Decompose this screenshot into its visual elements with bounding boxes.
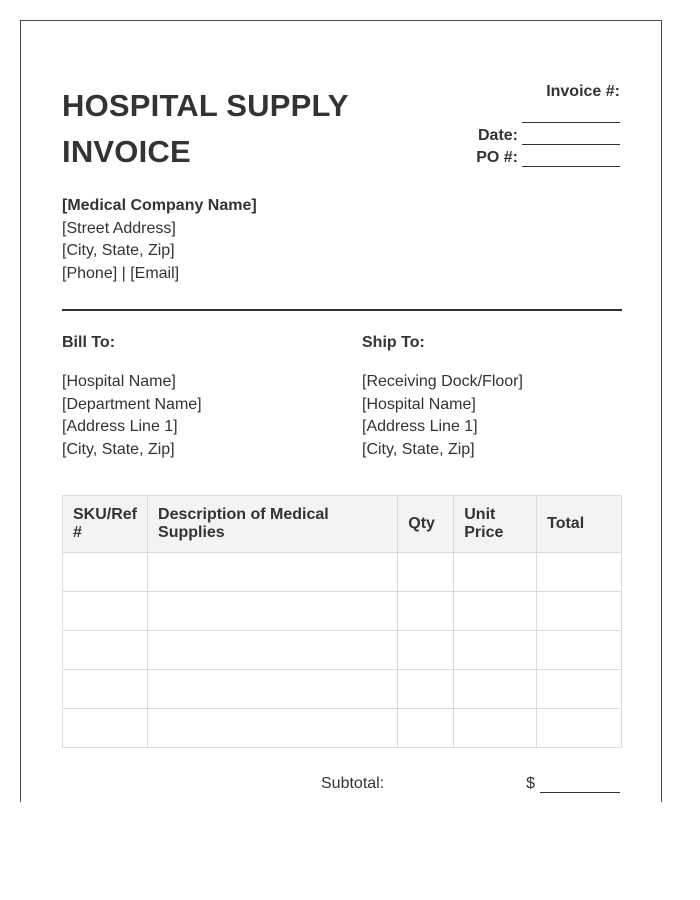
invoice-title bbox=[62, 83, 392, 175]
cell-description[interactable] bbox=[148, 592, 398, 631]
company-block bbox=[62, 195, 257, 285]
invoice-meta bbox=[380, 79, 620, 167]
cell-sku[interactable] bbox=[63, 709, 148, 748]
subtotal-field[interactable] bbox=[540, 777, 620, 793]
company-street: [Street Address] bbox=[62, 219, 176, 237]
po-row bbox=[380, 145, 620, 167]
column-header-unit-price: Unit Price bbox=[454, 496, 537, 553]
table-row bbox=[63, 592, 622, 631]
cell-unit-price[interactable] bbox=[454, 592, 537, 631]
invoice-sheet bbox=[20, 20, 662, 802]
cell-total[interactable] bbox=[537, 631, 622, 670]
cell-total[interactable] bbox=[537, 709, 622, 748]
cell-unit-price[interactable] bbox=[454, 631, 537, 670]
cell-qty[interactable] bbox=[398, 709, 454, 748]
ship-to-block bbox=[362, 334, 632, 461]
invoice-number-field[interactable] bbox=[522, 107, 620, 123]
cell-sku[interactable] bbox=[63, 631, 148, 670]
column-header-sku: SKU/Ref # bbox=[63, 496, 148, 553]
subtotal-label: Subtotal: bbox=[321, 775, 385, 792]
column-header-description: Description of Medical Supplies bbox=[148, 496, 398, 553]
cell-description[interactable] bbox=[148, 709, 398, 748]
cell-total[interactable] bbox=[537, 670, 622, 709]
ship-to-line: [City, State, Zip] bbox=[362, 440, 475, 458]
cell-unit-price[interactable] bbox=[454, 670, 537, 709]
currency-symbol: $ bbox=[526, 775, 535, 792]
cell-qty[interactable] bbox=[398, 553, 454, 592]
bill-to-heading: Bill To: bbox=[62, 334, 116, 351]
po-field[interactable] bbox=[522, 151, 620, 167]
ship-to-heading: Ship To: bbox=[362, 334, 425, 351]
bill-to-line: [City, State, Zip] bbox=[62, 440, 175, 458]
cell-sku[interactable] bbox=[63, 670, 148, 709]
title-line-2: INVOICE bbox=[62, 134, 191, 169]
bill-to-line: [Hospital Name] bbox=[62, 373, 176, 390]
ship-to-line: [Receiving Dock/Floor] bbox=[362, 373, 523, 390]
cell-description[interactable] bbox=[148, 631, 398, 670]
cell-sku[interactable] bbox=[63, 592, 148, 631]
cell-unit-price[interactable] bbox=[454, 553, 537, 592]
company-name: [Medical Company Name] bbox=[62, 197, 257, 214]
column-header-qty: Qty bbox=[398, 496, 454, 553]
ship-to-line: [Hospital Name] bbox=[362, 395, 476, 413]
date-field[interactable] bbox=[522, 129, 620, 145]
cell-description[interactable] bbox=[148, 553, 398, 592]
line-items-table bbox=[62, 495, 622, 748]
bill-to-block bbox=[62, 334, 332, 461]
invoice-number-label: Invoice #: bbox=[546, 83, 620, 100]
date-label: Date: bbox=[477, 127, 518, 144]
po-label: PO #: bbox=[476, 149, 518, 166]
column-header-total: Total bbox=[537, 496, 622, 553]
table-row bbox=[63, 670, 622, 709]
company-city: [City, State, Zip] bbox=[62, 242, 175, 259]
date-row bbox=[380, 123, 620, 145]
title-line-1: HOSPITAL SUPPLY bbox=[62, 88, 349, 123]
bill-to-line: [Address Line 1] bbox=[62, 418, 178, 435]
cell-total[interactable] bbox=[537, 553, 622, 592]
ship-to-line: [Address Line 1] bbox=[362, 418, 478, 435]
subtotal-value bbox=[526, 775, 620, 793]
cell-qty[interactable] bbox=[398, 631, 454, 670]
table-header-row bbox=[63, 496, 622, 553]
invoice-number-field-row bbox=[380, 101, 620, 123]
company-contact: [Phone] | [Email] bbox=[62, 264, 180, 282]
table-row bbox=[63, 709, 622, 748]
table-row bbox=[63, 553, 622, 592]
cell-qty[interactable] bbox=[398, 592, 454, 631]
cell-qty[interactable] bbox=[398, 670, 454, 709]
table-row bbox=[63, 631, 622, 670]
cell-total[interactable] bbox=[537, 592, 622, 631]
invoice-number-row bbox=[380, 79, 620, 101]
cell-unit-price[interactable] bbox=[454, 709, 537, 748]
header-divider bbox=[62, 309, 622, 311]
bill-to-line: [Department Name] bbox=[62, 395, 202, 413]
cell-description[interactable] bbox=[148, 670, 398, 709]
cell-sku[interactable] bbox=[63, 553, 148, 592]
